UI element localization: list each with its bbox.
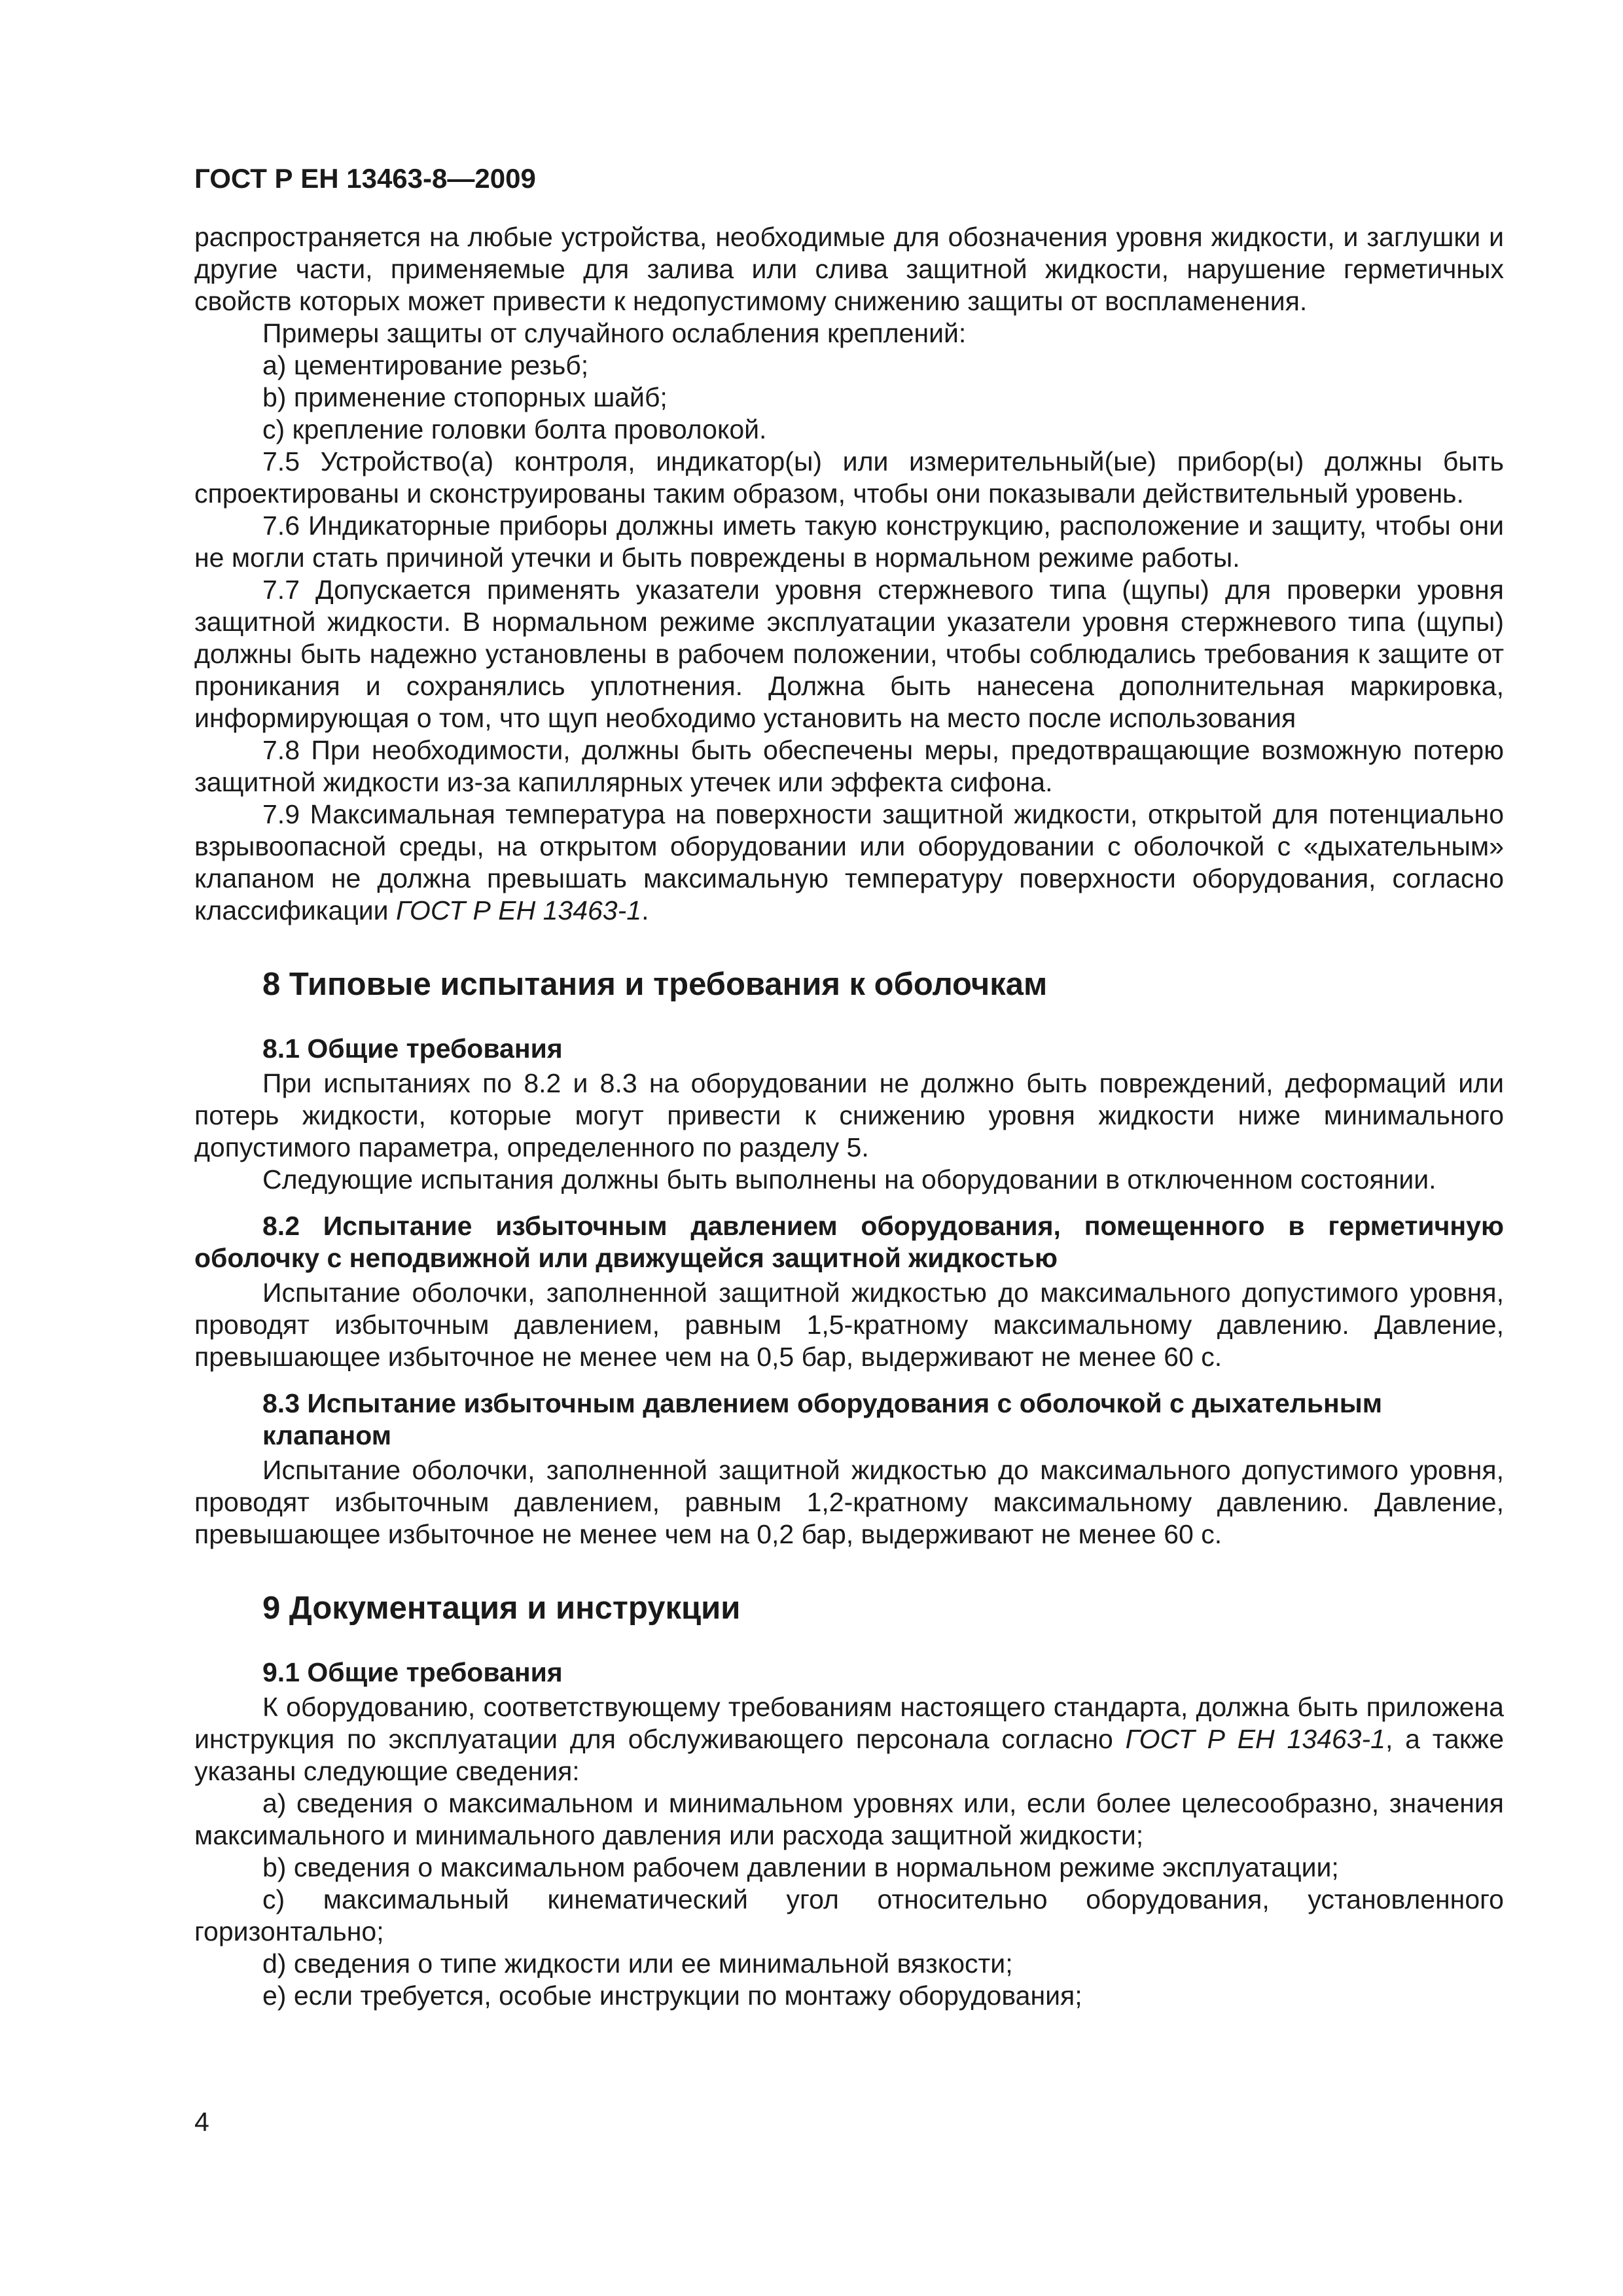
clause-7-9-text: 7.9 Максимальная температура на поверхности защитной жидкости, открытой для потенциально взрывоопасной среды, на открытом оборудовании или оборудовании с оболочкой с «дыхательным» клапаном не должна превышать максимальную температуру поверхности оборудования, согласно классификации — [194, 799, 1504, 925]
clause-7-8: 7.8 При необходимости, должны быть обеспечены меры, предотвращающие возможную потерю защитной жидкости из-за капиллярных утечек или эффекта сифона. — [194, 735, 1504, 797]
paragraph: При испытаниях по 8.2 и 8.3 на оборудовании не должно быть повреждений, деформаций или потерь жидкости, которые могут привести к снижению уровня жидкости ниже минимального допустимого параметра, определенного по разделу 5. — [194, 1068, 1504, 1162]
clause-7-5: 7.5 Устройство(а) контроля, индикатор(ы) или измерительный(ые) прибор(ы) должны быть спроектированы и сконструированы таким образом, чтобы они показывали действительный уровень. — [194, 446, 1504, 509]
subsection-8-3-heading-line2: клапаном — [262, 1420, 392, 1450]
paragraph: Примеры защиты от случайного ослабления креплений: — [262, 318, 967, 348]
list-item: a) цементирование резьб; — [262, 350, 589, 380]
paragraph: Следующие испытания должны быть выполнены на оборудовании в отключенном состоянии. — [262, 1164, 1436, 1194]
paragraph: Испытание оболочки, заполненной защитной жидкостью до максимального допустимого уровня, проводят избыточным давлением, равным 1,5-кратному максимальному давлению. Давление, превышающее избыточное не менее чем на 0,5 бар, выдерживают не менее 60 с. — [194, 1278, 1504, 1372]
subsection-8-2-heading: 8.2 Испытание избыточным давлением оборудования, помещенного в герметичную оболочку с неподвижной или движущейся защитной жидкостью — [194, 1211, 1504, 1273]
section-8-heading: 8 Типовые испытания и требования к оболочкам — [262, 967, 1048, 1002]
section-9-heading: 9 Документация и инструкции — [262, 1590, 741, 1626]
subsection-8-3-heading-line1: 8.3 Испытание избыточным давлением оборудования с оболочкой с дыхательным — [262, 1388, 1383, 1418]
subsection-8-3-heading — [262, 1388, 1504, 1452]
paragraph: Испытание оболочки, заполненной защитной жидкостью до максимального допустимого уровня, проводят избыточным давлением, равным 1,2-кратному максимальному давлению. Давление, превышающее избыточное не менее чем на 0,2 бар, выдерживают не менее 60 с. — [194, 1455, 1504, 1549]
standard-reference: ГОСТ Р ЕН 13463-1 — [395, 895, 642, 925]
page-number: 4 — [194, 2107, 209, 2137]
clause-7-7: 7.7 Допускается применять указатели уровня стержневого типа (щупы) для проверки уровня защитной жидкости. В нормальном режиме эксплуатации указатели уровня стержневого типа (щупы) должны быть надежно установлены в рабочем положении, чтобы соблюдались требования к защите от проникания и сохранялись уплотнения. Должна быть нанесена дополнительная маркировка, информирующая о том, что щуп необходимо установить на место после использования — [194, 575, 1504, 733]
clause-7-9 — [194, 798, 1504, 927]
paragraph: распространяется на любые устройства, необходимые для обозначения уровня жидкости, и заглушки и другие части, применяемые для залива или слива защитной жидкости, нарушение герметичных свойств которых может привести к недопустимому снижению защиты от воспламенения. — [194, 222, 1504, 316]
standard-reference: ГОСТ Р ЕН 13463-1 — [1125, 1724, 1385, 1754]
paragraph — [194, 1691, 1504, 1787]
list-item: c) крепление головки болта проволокой. — [262, 414, 767, 444]
list-item: b) сведения о максимальном рабочем давлении в нормальном режиме эксплуатации; — [262, 1852, 1339, 1882]
document-header: ГОСТ Р ЕН 13463-8—2009 — [194, 163, 536, 194]
list-item: b) применение стопорных шайб; — [262, 382, 668, 412]
subsection-9-1-heading: 9.1 Общие требования — [262, 1657, 563, 1687]
list-item: a) сведения о максимальном и минимальном уровнях или, если более целесообразно, значения максимального и минимального давления или расхода защитной жидкости; — [194, 1788, 1504, 1850]
list-item: c) максимальный кинематический угол относительно оборудования, установленного горизонтально; — [194, 1884, 1504, 1946]
list-item: d) сведения о типе жидкости или ее минимальной вязкости; — [262, 1948, 1013, 1979]
paragraph-text: К оборудованию, соответствующему требованиям настоящего стандарта, должна быть приложена инструкция по эксплуатации для обслуживающего персонала согласно — [194, 1692, 1504, 1754]
list-item: e) если требуется, особые инструкции по монтажу оборудования; — [262, 1981, 1082, 2011]
clause-7-6: 7.6 Индикаторные приборы должны иметь такую конструкцию, расположение и защиту, чтобы они не могли стать причиной утечки и быть повреждены в нормальном режиме работы. — [194, 511, 1504, 573]
clause-7-9-end: . — [641, 895, 649, 925]
paragraph-text: , а также указаны следующие сведения: — [194, 1724, 1505, 1786]
subsection-8-1-heading: 8.1 Общие требования — [262, 1033, 563, 1064]
